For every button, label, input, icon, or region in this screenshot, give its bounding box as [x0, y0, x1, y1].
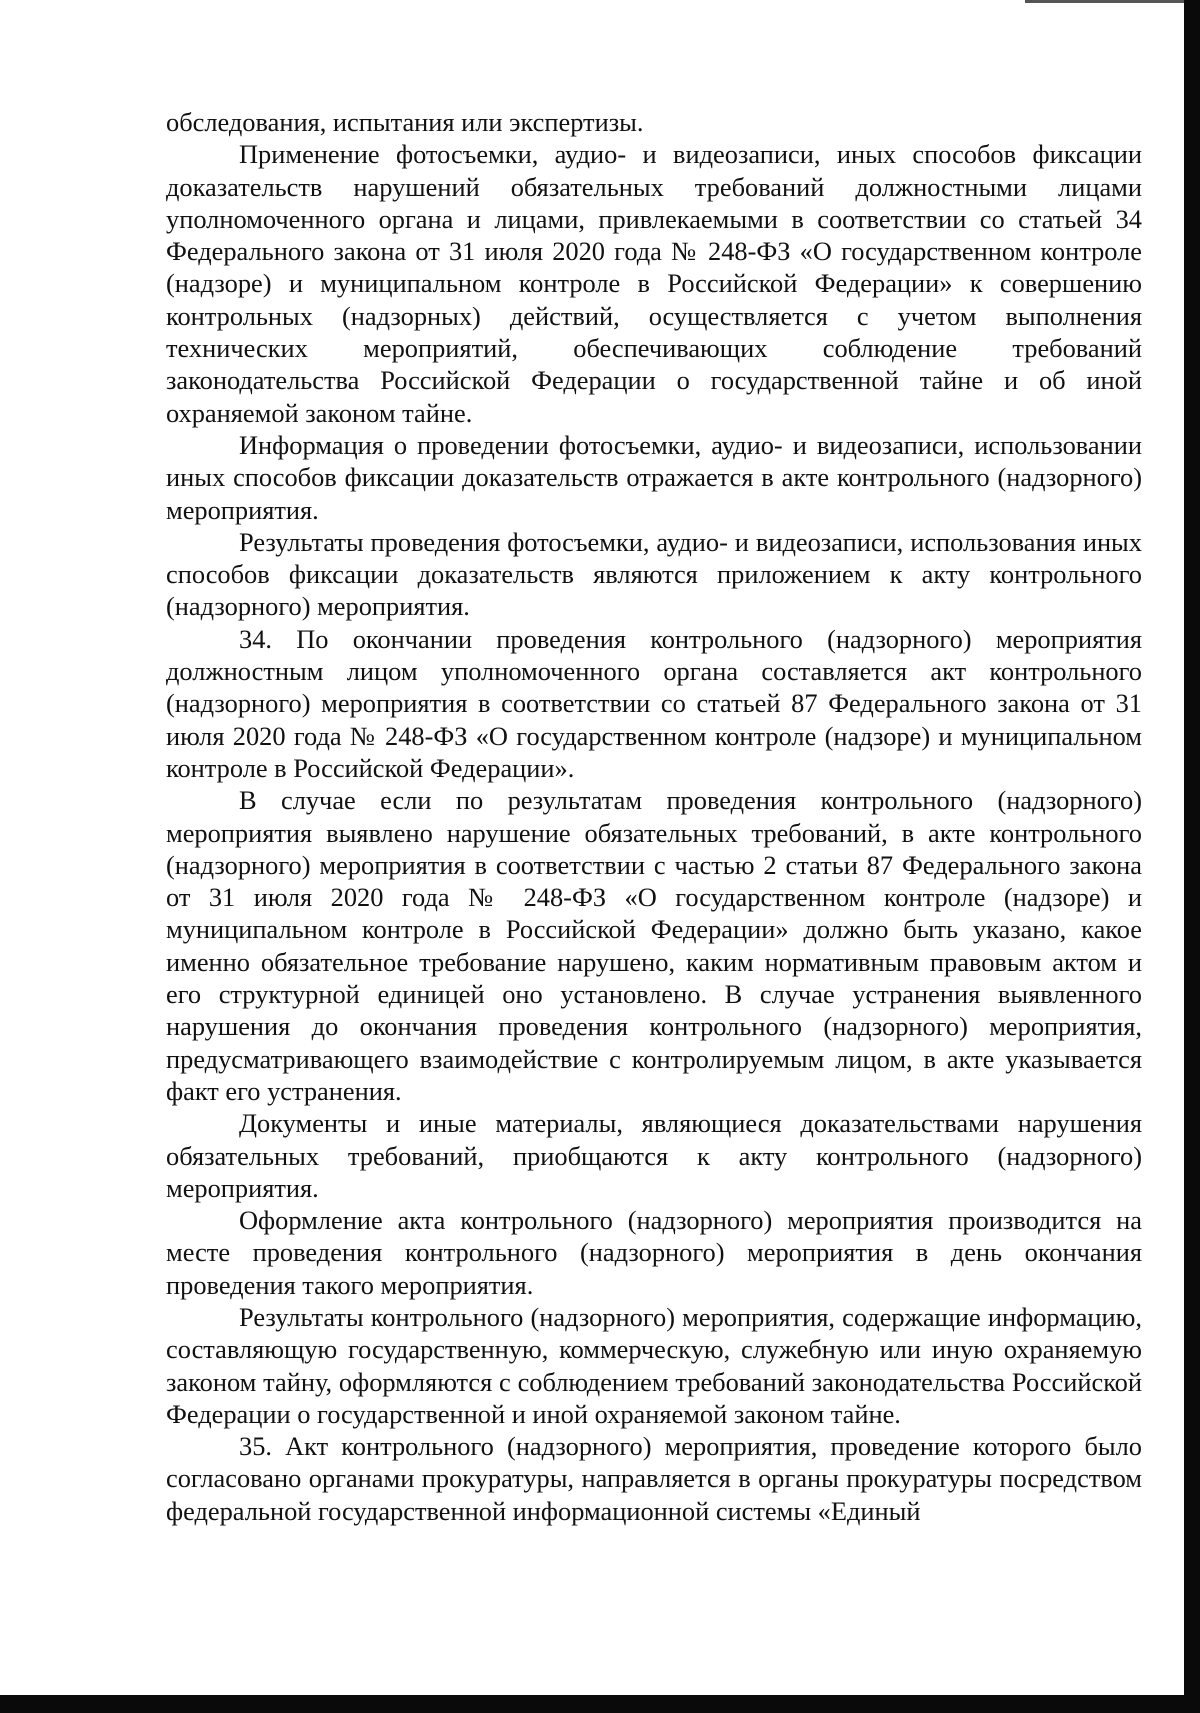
document-body: [166, 106, 1142, 1527]
paragraph-act-execution: Оформление акта контрольного (надзорного) мероприятия производится на месте проведения контрольного (надзорного) мероприятия в день окончания проведения такого мероприятия.: [166, 1205, 1142, 1300]
paragraph-continuation: обследования, испытания или экспертизы.: [166, 107, 644, 137]
paragraph-secret-info: Результаты контрольного (надзорного) мероприятия, содержащие информацию, составляющую государственную, коммерческую, служебную или иную охраняемую законом тайну, оформляются с соблюдением требований законодательства Российской Федерации о государственной и иной охраняемой законом тайне.: [166, 1301, 1142, 1429]
paragraph-recording-info: Информация о проведении фотосъемки, аудио- и видеозаписи, использовании иных способов фиксации доказательств отражается в акте контрольного (надзорного) мероприятия.: [166, 429, 1142, 525]
paragraph-violation-case: В случае если по результатам проведения контрольного (надзорного) мероприятия выявлено нарушение обязательных требований, в акте контрольного (надзорного) мероприятия в соответствии с частью 2 статьи 87 Федерального закона от 31 июля 2020 года № 248-ФЗ «О государственном контроле (надзоре) и муниципальном контроле в Российской Федерации» должно быть указано, какое именно обязательное требование нарушено, каким нормативным правовым актом и его структурной единицей оно установлено. В случае устранения выявленного нарушения до окончания проведения контрольного (надзорного) мероприятия, предусматривающего взаимодействие с контролируемым лицом, в акте указывается факт его устранения.: [166, 785, 1142, 1106]
paragraph-photo-recording: Применение фотосъемки, аудио- и видеозаписи, иных способов фиксации доказательств нарушений обязательных требований должностными лицами уполномоченного органа и лицами, привлекаемыми в соответствии со статьей 34 Федерального закона от 31 июля 2020 года № 248-ФЗ «О государственном контроле (надзоре) и муниципальном контроле в Российской Федерации» к совершению контрольных (надзорных) действий, осуществляется с учетом выполнения технических мероприятий, обеспечивающих соблюдение требований законодательства Российской Федерации о государственной тайне и об иной охраняемой законом тайне.: [166, 139, 1142, 428]
paragraph-clause-34: 34. По окончании проведения контрольного (надзорного) мероприятия должностным лицом уполномоченного органа составляется акт контрольного (надзорного) мероприятия в соответствии со статьей 87 Федерального закона от 31 июля 2020 года № 248-ФЗ «О государственном контроле (надзоре) и муниципальном контроле в Российской Федерации».: [166, 623, 1142, 783]
paragraph-evidence-documents: Документы и иные материалы, являющиеся доказательствами нарушения обязательных требований, приобщаются к акту контрольного (надзорного) мероприятия.: [166, 1108, 1142, 1203]
scan-artifact-top: [1025, 0, 1200, 3]
paragraph-recording-results: Результаты проведения фотосъемки, аудио- и видеозаписи, использования иных способов фиксации доказательств являются приложением к акту контрольного (надзорного) мероприятия.: [166, 526, 1142, 622]
paragraph-clause-35: 35. Акт контрольного (надзорного) мероприятия, проведение которого было согласовано органами прокуратуры, направляется в органы прокуратуры посредством федеральной государственной информационной системы «Единый: [166, 1431, 1142, 1526]
scan-border-right: [1184, 0, 1200, 1713]
scan-border-bottom: [0, 1695, 1200, 1713]
